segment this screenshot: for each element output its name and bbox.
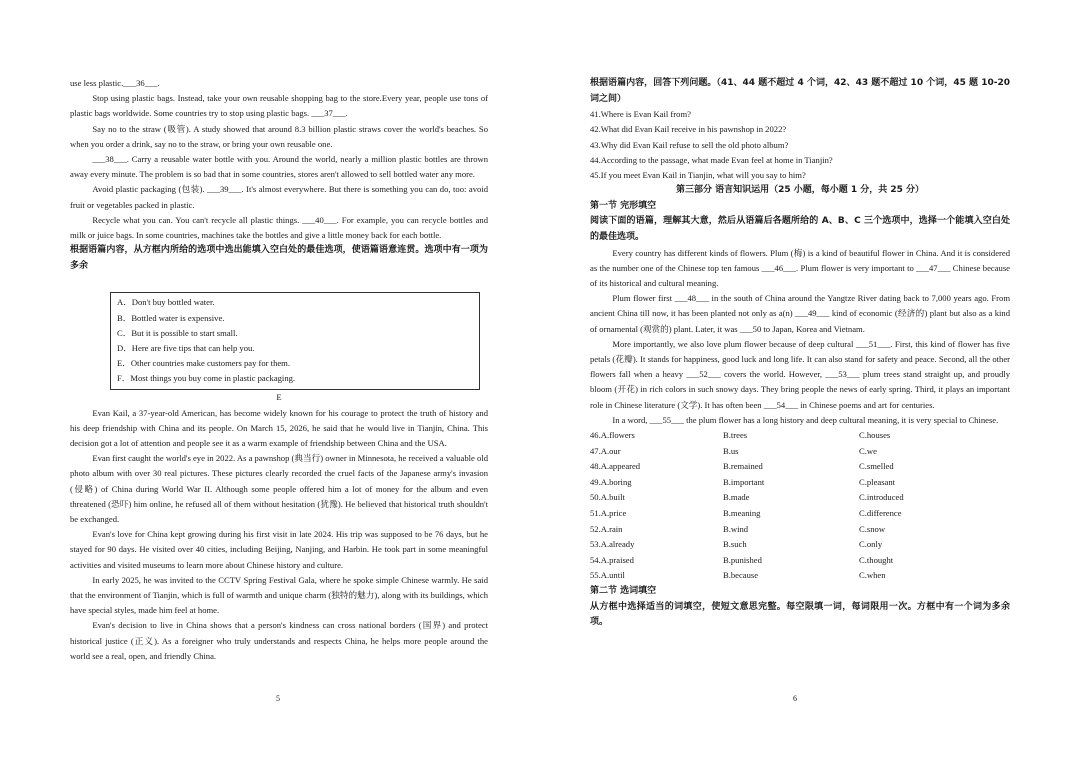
choice-b: B.such <box>723 539 747 550</box>
paragraph-plastic-bags: Stop using plastic bags. Instead, take your own reusable shopping bag to the store.Every year, people use tons of plastic bags worldwide. Some countries try to stop using plastic bags. ___37___. <box>70 93 488 119</box>
choice-row-50 <box>590 490 1010 506</box>
option-c: C．But it is possible to start small. <box>117 327 238 338</box>
part3-title: 第三部分 语言知识运用（25 小题，每小题 1 分，共 25 分） <box>675 185 925 196</box>
cloze-paragraph-3: More importantly, we also love plum flower because of deep cultural ___51___. First, this kind of flower has five petals (花瓣). It stands for happiness, good luck and long life. It can also stand for safety and peace. Second, all the other flowers fall when a heavy ___52___ covers the world. However, ___53___ plum trees stand straight up, and proudly bloom (开花) in rich colors in such snowy days. They bring people the news of early spring. Third, it plays an important role in Chinese literature (文学). It has often been ___54___ in Chinese poems and art for centuries. <box>590 338 1010 410</box>
section1-title: 第一节 完形填空 <box>590 200 657 211</box>
section1-instruction: 阅读下面的语篇，理解其大意，然后从语篇后各题所给的 A、B、C 三个选项中，选择一个能填入空白处的最佳选项。 <box>590 216 1010 242</box>
choice-c: C.difference <box>859 507 902 518</box>
choice-c: C.we <box>859 445 877 456</box>
paragraph-top-0: use less plastic.___36___. <box>70 78 160 88</box>
question-44: 44.According to the passage, what made Evan feel at home in Tianjin? <box>590 154 833 165</box>
choice-c: C.pleasant <box>859 476 896 487</box>
section2-instruction: 从方框中选择适当的词填空，使短文意思完整。每空限填一词，每词限用一次。方框中有一个词为多余项。 <box>590 601 1010 628</box>
question-42: 42.What did Evan Kail receive in his pawnshop in 2022? <box>590 124 787 135</box>
choice-c: C.only <box>859 539 883 550</box>
passage-e-paragraph-2: Evan first caught the world's eye in 2022. As a pawnshop (典当行) owner in Minnesota, he received a valuable old photo album with over 30 real pictures. These pictures clearly recorded the cruel facts of the Japanese army's invasion (侵略) of China during World War II. Although some people offered him a lot of money for the album and even threatened (恐吓) him online, he refused all of them without hesitation (犹豫). He believed that historical truth shouldn't be exchanged. <box>70 453 488 525</box>
choice-c: C.snow <box>859 523 886 534</box>
choice-c: C.introduced <box>859 492 904 503</box>
choice-a: 46.A.flowers <box>590 430 635 441</box>
choice-a: 53.A.already <box>590 539 635 550</box>
paragraph-straw: Say no to the straw (吸管). A study showed that around 8.3 billion plastic straws cover the world's beaches. So when you order a drink, say no to the straw, or bring your own reusable one. <box>70 123 488 149</box>
choice-c: C.when <box>859 570 886 581</box>
passage-e-paragraph-3: Evan's love for China kept growing during his first visit in late 2024. His trip was supposed to be 76 days, but he stayed for 90 days. He visited over 40 cities, including Beijing, Nanjing, and Harbin. He took part in some meaningful activities and visited museums to learn more about Chinese history and culture. <box>70 529 488 570</box>
choice-row-54 <box>590 553 1010 569</box>
choice-row-49 <box>590 475 1010 491</box>
section2-title: 第二节 选词填空 <box>590 585 657 596</box>
section-letter: E <box>276 391 282 402</box>
paragraph-packaging: Avoid plastic packaging (包装). ___39___. It's almost everywhere. But there is something you can do, too: avoid fruit or vegetables packed in plastic. <box>70 184 488 210</box>
question-43: 43.Why did Evan Kail refuse to sell the old photo album? <box>590 139 789 150</box>
choice-c: C.thought <box>859 554 894 565</box>
choice-row-46 <box>590 428 1010 444</box>
option-e: E．Other countries make customers pay for them. <box>117 358 291 369</box>
choice-a: 50.A.built <box>590 492 625 503</box>
choice-row-52 <box>590 522 1010 538</box>
passage-e-paragraph-5: Evan's decision to live in China shows that a person's kindness can cross national borders (国界) and protect historical justice (正义). As a foreigner who truly understands and respects China, he helps more people around the world see a real, open, and friendly China. <box>70 620 488 661</box>
choice-row-53 <box>590 537 1010 553</box>
choice-b: B.remained <box>723 461 763 472</box>
choice-a: 49.A.boring <box>590 476 632 487</box>
question-41: 41.Where is Evan Kail from? <box>590 109 691 120</box>
choice-row-47 <box>590 444 1010 460</box>
page-number: 6 <box>793 694 797 703</box>
right-column <box>590 76 1010 631</box>
instruction-text: 根据语篇内容，从方框内所给的选项中选出能填入空白处的最佳选项，使语篇语意连贯。选项中有一项为多余 <box>70 245 488 271</box>
choice-a: 55.A.until <box>590 570 625 581</box>
choice-c: C.smelled <box>859 461 894 472</box>
choice-row-51 <box>590 506 1010 522</box>
questions-instruction: 根据语篇内容，回答下列问题。（41、44 题不超过 4 个词，42、43 题不超过 10 个词，45 题 10-20 词之间） <box>590 78 1010 104</box>
option-b: B．Bottled water is expensive. <box>117 312 225 323</box>
question-45: 45.If you meet Evan Kail in Tianjin, what will you say to him? <box>590 170 806 180</box>
option-f: F．Most things you buy come in plastic packaging. <box>117 373 296 384</box>
choice-row-48 <box>590 459 1010 475</box>
paragraph-recycle: Recycle what you can. You can't recycle all plastic things. ___40___. For example, you can recycle bottles and milk or juice bags. In some countries, machines take the bottles and give a little money back for each bottle. <box>70 214 488 241</box>
choice-c: C.houses <box>859 430 891 441</box>
choice-b: B.made <box>723 492 750 503</box>
choice-a: 52.A.rain <box>590 523 623 534</box>
left-column <box>70 76 488 664</box>
option-d: D．Here are five tips that can help you. <box>117 343 255 354</box>
exam-page-6 <box>540 0 1080 764</box>
choice-b: B.us <box>723 445 739 456</box>
paragraph-bottles: ___38___. Carry a reusable water bottle with you. Around the world, nearly a million plastic bottles are thrown away every minute. The problem is so bad that in some countries, stores aren't allowed to sell bottled water any more. <box>70 154 488 180</box>
choice-b: B.wind <box>723 523 749 534</box>
choice-a: 54.A.praised <box>590 554 634 565</box>
choice-b: B.important <box>723 476 765 487</box>
choice-b: B.trees <box>723 430 748 441</box>
choice-b: B.because <box>723 570 759 581</box>
choice-row-55 <box>590 568 1010 584</box>
cloze-paragraph-1: Every country has different kinds of flowers. Plum (梅) is a kind of beautiful flower in China. And it is considered as the number one of the Chinese top ten famous ___46___. Plum flower is very important to ___47___ Chinese because of its historical and cultural meaning. <box>590 247 1010 288</box>
choices-list <box>590 428 1010 584</box>
choice-a: 48.A.appeared <box>590 461 641 472</box>
cloze-paragraph-2: Plum flower first ___48___ in the south of China around the Yangtze River dating back to 7,000 years ago. From ancient China till now, it has been planted not only as a(n) ___49___ kind of economic (经济的) plant but also as a kind of ornamental (观赏的) plant. Later, it was ___50 to Japan, Korea and Vietnam. <box>590 293 1010 334</box>
choice-b: B.punished <box>723 554 762 565</box>
choice-a: 51.A.price <box>590 507 627 518</box>
choice-a: 47.A.our <box>590 445 621 456</box>
options-box <box>110 292 480 389</box>
cloze-paragraph-4: In a word, ___55___ the plum flower has a long history and deep cultural meaning, it is very special to Chinese. <box>612 414 999 425</box>
option-a: A．Don't buy bottled water. <box>117 297 215 308</box>
choice-b: B.meaning <box>723 507 761 518</box>
passage-e-paragraph-4: In early 2025, he was invited to the CCTV Spring Festival Gala, where he spoke simple Chinese warmly. He said that the environment of Tianjin, which is full of warmth and unique charm (独特的魅力), along with its buildings, which have special styles, made him feel at home. <box>70 574 488 616</box>
passage-e-paragraph-1: Evan Kail, a 37-year-old American, has become widely known for his courage to protect the truth of history and his deep friendship with China and its people. On March 15, 2026, he said that he would live in Tianjin, China. This decision got a lot of attention and people see it as a warm example of friendship between China and the USA. <box>70 407 488 449</box>
page-number: 5 <box>276 694 280 703</box>
